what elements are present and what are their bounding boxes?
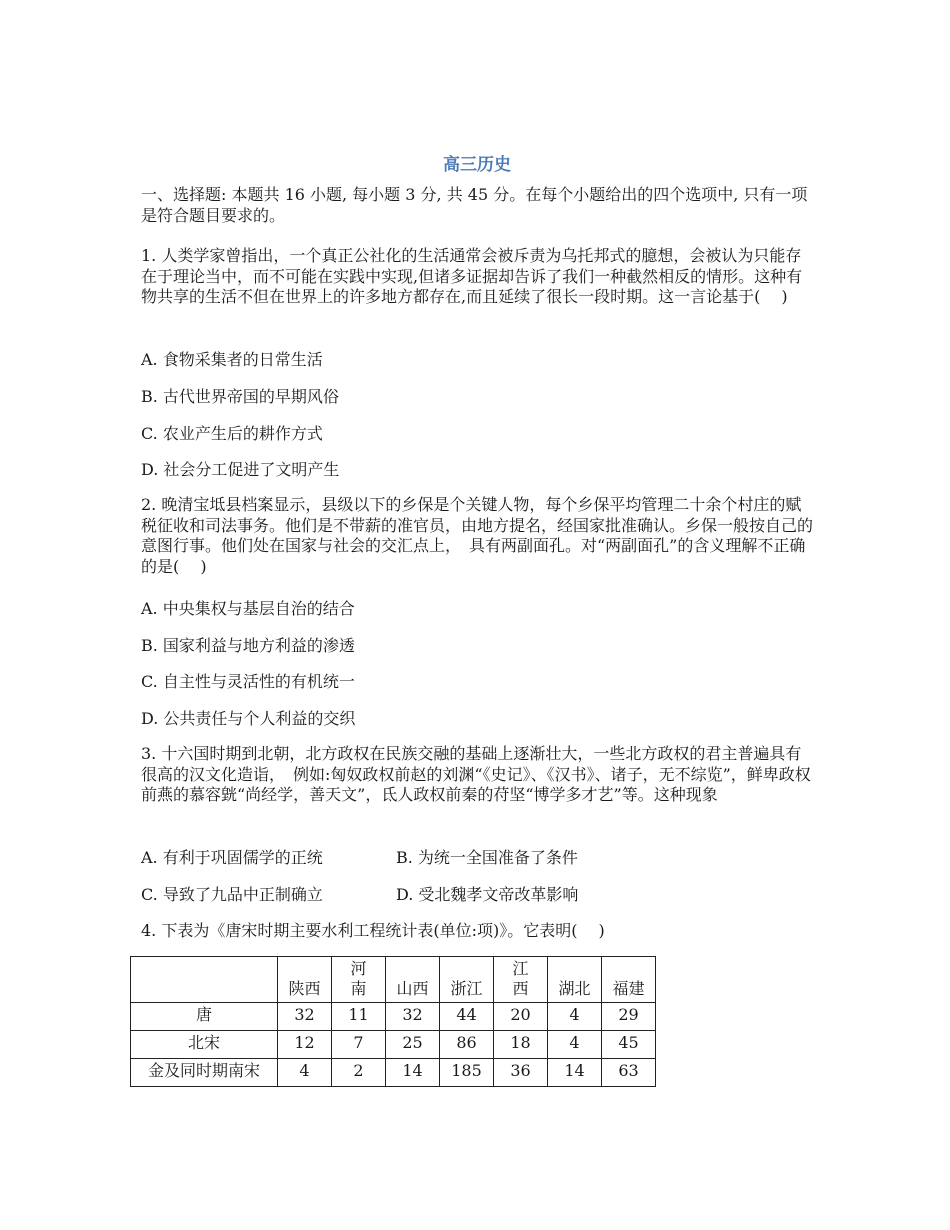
table-cell: 29: [602, 1003, 656, 1031]
question-1-stem: 1. 人类学家曾指出，一个真正公社化的生活通常会被斥责为乌托邦式的臆想，会被认为只能存在于理论当中，而不可能在实践中实现,但诸多证据却告诉了我们一种截然相反的情形。这种有物共享的生活不但在世界上的许多地方都存在,而且延续了很长一段时期。这一言论基于( ): [141, 246, 803, 306]
question-3-stem: 3. 十六国时期到北朝，北方政权在民族交融的基础上逐渐壮大，一些北方政权的君主普遍具有很高的汉文化造诣， 例如:匈奴政权前赵的刘渊“《史记》、《汉书》、诸子，无不综览”，鲜卑政权前燕的慕容皝“尚经学，善天文”，氐人政权前秦的苻坚“博学多才艺”等。这种现象: [141, 744, 811, 804]
question-1-option-b[interactable]: B. 古代世界帝国的早期风俗: [141, 387, 339, 406]
table-cell: 20: [494, 1003, 548, 1031]
section-instructions: 一、选择题: 本题共 16 小题, 每小题 3 分, 共 45 分。在每个小题给出的四个选项中, 只有一项是符合题目要求的。: [141, 185, 808, 225]
table-header-label: 河南: [350, 959, 367, 998]
table-header-cell: [332, 957, 386, 1003]
question-2-option-d[interactable]: D. 公共责任与个人利益的交织: [141, 709, 356, 728]
table-header-cell: 陕西: [278, 957, 332, 1003]
question-2-stem: 2. 晚清宝坻县档案显示，县级以下的乡保是个关键人物，每个乡保平均管理二十余个村庄的赋税征收和司法事务。他们是不带薪的准官员，由地方提名，经国家批准确认。乡保一般按自己的意图行事。他们处在国家与社会的交汇点上， 具有两副面孔。对“两副面孔”的含义理解不正确的是( ): [141, 495, 814, 576]
table-cell: 63: [602, 1059, 656, 1087]
question-1-option-d[interactable]: D. 社会分工促进了文明产生: [141, 460, 340, 479]
question-3-option-d[interactable]: D. 受北魏孝文帝改革影响: [396, 885, 579, 904]
table-cell: 14: [548, 1059, 602, 1087]
table-cell: 18: [494, 1031, 548, 1059]
table-header-corner: [131, 957, 278, 1003]
table-header-cell: 浙江: [440, 957, 494, 1003]
table-row-label: 金及同时期南宋: [131, 1059, 278, 1087]
table-cell: 32: [278, 1003, 332, 1031]
table-cell: 4: [278, 1059, 332, 1087]
question-1-option-c[interactable]: C. 农业产生后的耕作方式: [141, 424, 323, 443]
table-cell: 4: [548, 1031, 602, 1059]
table-header-cell: [494, 957, 548, 1003]
question-3-option-c[interactable]: C. 导致了九品中正制确立: [141, 885, 323, 904]
water-projects-table: [130, 956, 656, 1087]
question-2-option-c[interactable]: C. 自主性与灵活性的有机统一: [141, 672, 355, 691]
question-3-option-b[interactable]: B. 为统一全国准备了条件: [396, 848, 578, 867]
table-cell: 44: [440, 1003, 494, 1031]
question-2-option-a[interactable]: A. 中央集权与基层自治的结合: [141, 599, 355, 618]
table-cell: 14: [386, 1059, 440, 1087]
table-cell: 7: [332, 1031, 386, 1059]
table-row-label: 北宋: [131, 1031, 278, 1059]
page-title: 高三历史: [443, 155, 511, 175]
table-cell: 45: [602, 1031, 656, 1059]
table-header-cell: 福建: [602, 957, 656, 1003]
question-1-option-a[interactable]: A. 食物采集者的日常生活: [141, 350, 323, 369]
table-cell: 32: [386, 1003, 440, 1031]
question-3-option-a[interactable]: A. 有利于巩固儒学的正统: [141, 848, 323, 867]
table-row: [131, 1003, 656, 1031]
table-header-label: 江西: [512, 959, 529, 998]
table-header-row: [131, 957, 656, 1003]
table-cell: 4: [548, 1003, 602, 1031]
table-cell: 11: [332, 1003, 386, 1031]
question-2-option-b[interactable]: B. 国家利益与地方利益的渗透: [141, 636, 355, 655]
table-cell: 185: [440, 1059, 494, 1087]
table-cell: 36: [494, 1059, 548, 1087]
table-cell: 25: [386, 1031, 440, 1059]
table-header-cell: 山西: [386, 957, 440, 1003]
table-row: [131, 1031, 656, 1059]
table-cell: 2: [332, 1059, 386, 1087]
table-row: [131, 1059, 656, 1087]
table-cell: 86: [440, 1031, 494, 1059]
table-cell: 12: [278, 1031, 332, 1059]
table-row-label: 唐: [131, 1003, 278, 1031]
question-4-stem: 4. 下表为《唐宋时期主要水利工程统计表(单位:项)》。它表明( ): [141, 921, 605, 940]
table-header-cell: 湖北: [548, 957, 602, 1003]
